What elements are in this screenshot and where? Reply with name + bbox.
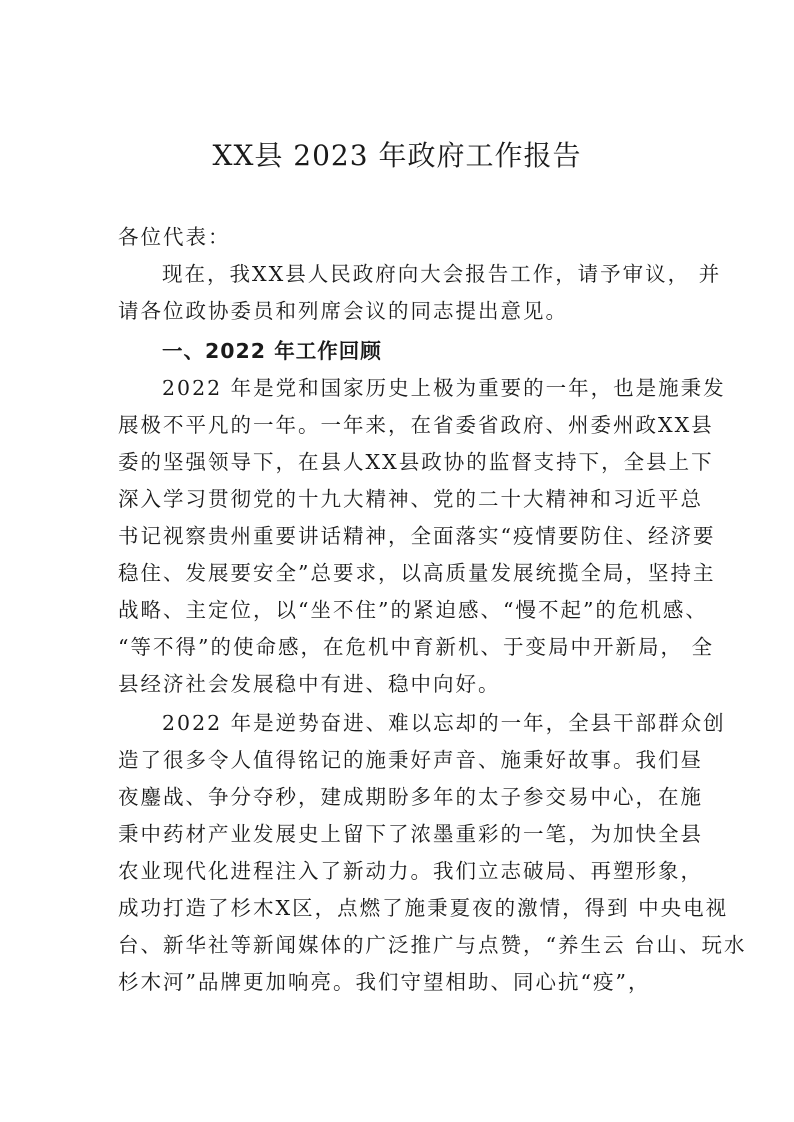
body-line: 农业现代化进程注入了新动力。我们立志破局、再塑形象，	[118, 859, 703, 883]
body-line: 2022 年是党和国家历史上极为重要的一年，也是施秉发	[162, 376, 726, 400]
salutation: 各位代表：	[118, 225, 231, 249]
section-heading: 一、2022 年工作回顾	[162, 339, 382, 363]
body-line: 台、新华社等新闻媒体的广泛推广与点赞，“养生云 台山、玩水	[118, 933, 747, 957]
body-line: 夜鏖战、争分夺秒，建成期盼多年的太子参交易中心，在施	[118, 785, 703, 809]
body-line: 秉中药材产业发展史上留下了浓墨重彩的一笔，为加快全县	[118, 822, 703, 846]
body-line: 杉木河”品牌更加响亮。我们守望相助、同心抗“疫”，	[118, 970, 651, 994]
body-line: 现在，我XX县人民政府向大会报告工作，请予审议， 并	[162, 262, 722, 286]
body-line: 展极不平凡的一年。一年来，在省委省政府、州委州政XX县	[118, 413, 714, 437]
body-line: 委的坚强领导下，在县人XX县政协的监督支持下，全县上下	[118, 450, 714, 474]
body-line: 2022 年是逆势奋进、难以忘却的一年，全县干部群众创	[162, 711, 726, 735]
body-line: “等不得”的使命感，在危机中育新机、于变局中开新局， 全	[118, 635, 714, 659]
body-line: 深入学习贯彻党的十九大精神、党的二十大精神和习近平总	[118, 487, 703, 511]
document-title: XX县 2023 年政府工作报告	[212, 139, 582, 172]
body-line: 书记视察贵州重要讲话精神，全面落实“疫情要防住、经济要	[118, 524, 716, 548]
body-line: 县经济社会发展稳中有进、稳中向好。	[118, 672, 501, 696]
body-line: 战略、主定位，以“坐不住”的紧迫感、“慢不起”的危机感、	[118, 598, 708, 622]
body-line: 造了很多令人值得铭记的施秉好声音、施秉好故事。我们昼	[118, 748, 703, 772]
body-line: 稳住、发展要安全”总要求，以高质量发展统揽全局，坚持主	[118, 561, 716, 585]
body-line: 成功打造了杉木X区，点燃了施秉夏夜的激情，得到 中央电视	[118, 896, 729, 920]
body-line: 请各位政协委员和列席会议的同志提出意见。	[118, 299, 568, 323]
